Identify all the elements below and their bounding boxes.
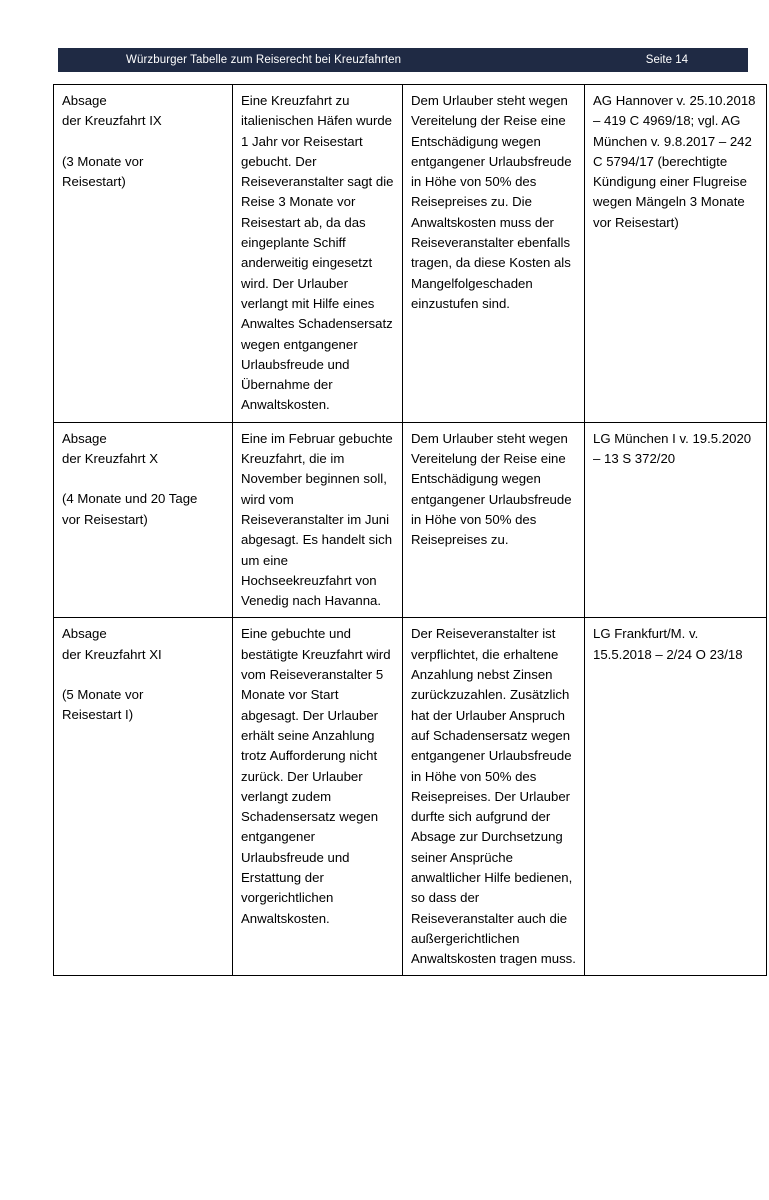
case-label-line-1: Absage <box>62 93 107 108</box>
case-label-line-3: (3 Monate vor <box>62 153 144 169</box>
row-facts: Eine gebuchte und bestätigte Kreuzfahrt wird vom Reiseveranstalter 5 Monate vor Start abgesagt. Der Urlauber erhält seine Anzahlung trotz Aufforderung nicht zurück. Der Urlauber verlangt zudem Schadensersatz wegen entgangener Urlaubsfreude und Erstattung der vorgerichtlichen Anwaltskosten. <box>233 618 403 976</box>
case-label-line-2: der Kreuzfahrt XI <box>62 646 162 662</box>
cruise-law-table <box>53 84 767 976</box>
case-label-line-4: Reisestart) <box>62 173 126 189</box>
page-number-label: Seite 14 <box>645 54 688 66</box>
row-case-label <box>54 422 233 618</box>
row-legal-assessment: Dem Urlauber steht wegen Vereitelung der Reise eine Entschädigung wegen entgangener Urlaubsfreude in Höhe von 50% des Reisepreises zu. <box>403 422 585 618</box>
case-label-line-1: Absage <box>62 430 107 446</box>
document-title: Würzburger Tabelle zum Reiserecht bei Kreuzfahrten <box>126 54 402 66</box>
row-case-label <box>54 85 233 423</box>
row-legal-assessment: Dem Urlauber steht wegen Vereitelung der Reise eine Entschädigung wegen entgangener Urlaubsfreude in Höhe von 50% des Reisepreises zu. Die Anwaltskosten muss der Reiseveranstalter ebenfalls tragen, da diese Kosten als Mangelfolgeschaden einzustufen sind. <box>403 85 585 423</box>
case-label-line-3: (5 Monate vor <box>62 687 144 703</box>
case-label-line-2: der Kreuzfahrt X <box>62 451 159 467</box>
page-header-bar <box>58 48 748 72</box>
row-legal-assessment: Der Reiseveranstalter ist verpflichtet, die erhaltene Anzahlung nebst Zinsen zurückzuzahlen. Zusätzlich hat der Urlauber Anspruch auf Schadensersatz wegen entgangener Urlaubsfreude in Höhe von 50% des Reisepreises. Der Urlauber durfte sich aufgrund der Absage zur Durchsetzung seiner Ansprüche anwaltlicher Hilfe bedienen, so dass der Reiseveranstalter auch die außergerichtlichen Anwaltskosten tragen muss. <box>403 618 585 976</box>
case-label-line-2: der Kreuzfahrt IX <box>62 113 162 129</box>
row-court-reference: AG Hannover v. 25.10.2018 – 419 C 4969/18; vgl. AG München v. 9.8.2017 – 242 C 5794/17 (berechtigte Kündigung einer Flugreise wegen Mängeln 3 Monate vor Reisestart) <box>585 85 767 423</box>
table-row <box>54 618 767 976</box>
row-case-label <box>54 618 233 976</box>
case-label-line-3: (4 Monate und 20 Tage <box>62 491 198 507</box>
case-label-line-4: Reisestart I) <box>62 707 134 723</box>
row-facts: Eine im Februar gebuchte Kreuzfahrt, die im November beginnen soll, wird vom Reiseveranstalter im Juni abgesagt. Es handelt sich um eine Hochseekreuzfahrt von Venedig nach Havanna. <box>233 422 403 618</box>
table-row <box>54 422 767 618</box>
row-court-reference: LG Frankfurt/M. v. 15.5.2018 – 2/24 O 23/18 <box>585 618 767 976</box>
row-court-reference: LG München I v. 19.5.2020 – 13 S 372/20 <box>585 422 767 618</box>
row-facts: Eine Kreuzfahrt zu italienischen Häfen wurde 1 Jahr vor Reisestart gebucht. Der Reiseveranstalter sagt die Reise 3 Monate vor Reisestart ab, da das eingeplante Schiff anderweitig eingesetzt wird. Der Urlauber verlangt mit Hilfe eines Anwaltes Schadensersatz wegen entgangener Urlaubsfreude und Übernahme der Anwaltskosten. <box>233 85 403 423</box>
table-row <box>54 85 767 423</box>
case-label-line-4: vor Reisestart) <box>62 511 148 527</box>
case-label-line-1: Absage <box>62 626 107 642</box>
